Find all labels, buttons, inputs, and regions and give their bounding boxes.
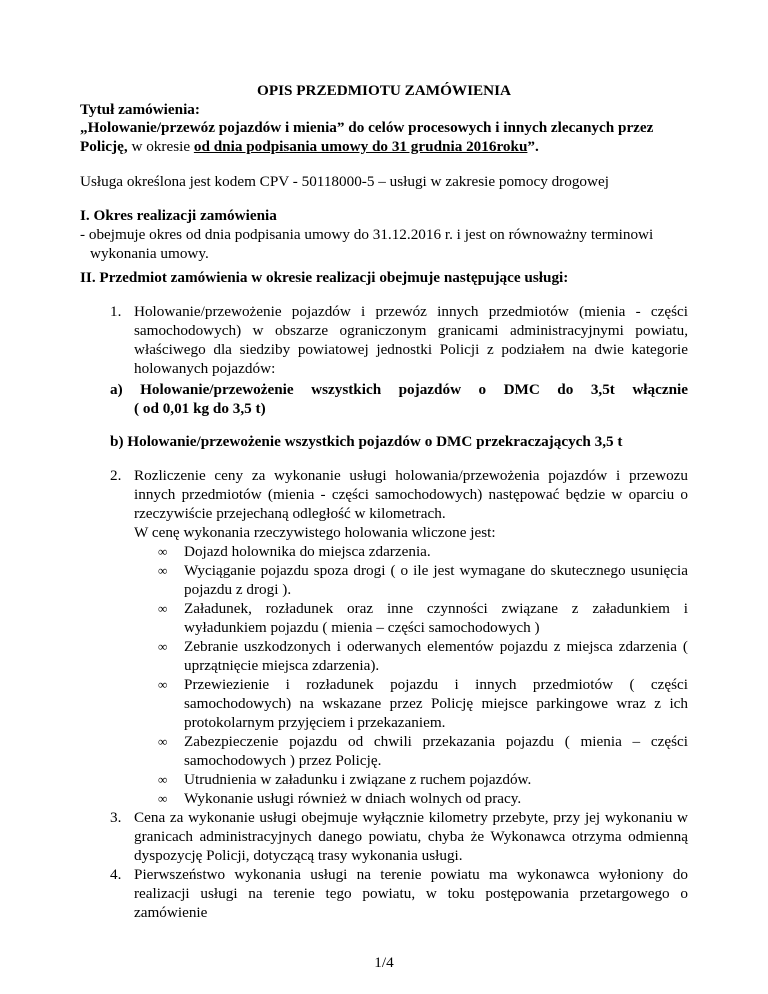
list-item [158, 789, 688, 808]
infinity-bullet-icon: ∞ [158, 563, 168, 578]
list-item-text: Wykonanie usługi również w dniach wolnych od pracy. [184, 790, 522, 807]
infinity-bullet-icon: ∞ [158, 544, 168, 559]
item3-text: Cena za wykonanie usługi obejmuje wyłącznie kilometry przebyte, przy jej wykonaniu w granicach administracyjnych danego powiatu, chyba że Wykonawca otrzyma odmienną dyspozycję Policji, dotyczącą trasy wykonania usługi. [134, 809, 688, 864]
list-item [158, 770, 688, 789]
order-title-period: od dnia podpisania umowy do 31 grudnia 2016roku [193, 137, 528, 155]
item3-number: 3. [110, 809, 122, 826]
order-title [80, 119, 690, 156]
order-title-end: ”. [527, 137, 539, 155]
list-item [158, 561, 688, 599]
item2-text: Rozliczenie ceny za wykonanie usługi holowania/przewożenia pojazdów i przewozu innych przedmiotów (mienia - części samochodowych) następować będzie w oparciu o rzeczywiście przejechaną odległość w kilometrach. [134, 467, 688, 522]
item-a-line2: ( od 0,01 kg do 3,5 t) [134, 400, 266, 417]
item4-number: 4. [110, 866, 122, 883]
item-a-line1: a) Holowanie/przewożenie wszystkich pojazdów o DMC do 3,5t włącznie [110, 381, 688, 398]
section1-heading: I. Okres realizacji zamówienia [80, 207, 277, 224]
list-item [158, 542, 688, 561]
list-item-text: Dojazd holownika do miejsca zdarzenia. [184, 543, 431, 560]
list-item-text: Wyciąganie pojazdu spoza drogi ( o ile jest wymagane do skutecznego usunięcia pojazdu z drogi ). [184, 562, 688, 598]
list-item [158, 732, 688, 770]
list-item-text: Zabezpieczenie pojazdu od chwili przekazania pojazdu ( mienia – części samochodowych ) przez Policję. [184, 733, 688, 769]
list-item-text: Załadunek, rozładunek oraz inne czynności związane z załadunkiem i wyładunkiem pojazdu ( mienia – części samochodowych ) [184, 600, 688, 636]
section1-text: - obejmuje okres od dnia podpisania umowy do 31.12.2016 r. i jest on równoważny terminowi [80, 226, 654, 243]
infinity-bullet-icon: ∞ [158, 639, 168, 654]
infinity-bullet-icon: ∞ [158, 772, 168, 787]
infinity-bullet-icon: ∞ [158, 734, 168, 749]
item4-text: Pierwszeństwo wykonania usługi na terenie powiatu ma wykonawca wyłoniony do realizacji usługi na terenie tego powiatu, w toku postępowania przetargowego o zamówienie [134, 866, 688, 921]
document-title: OPIS PRZEDMIOTU ZAMÓWIENIA [257, 82, 511, 99]
item2-intro: W cenę wykonania rzeczywistego holowania wliczone jest: [134, 524, 496, 541]
infinity-bullet-icon: ∞ [158, 601, 168, 616]
section2-heading: II. Przedmiot zamówienia w okresie realizacji obejmuje następujące usługi: [80, 269, 569, 286]
infinity-bullet-icon: ∞ [158, 791, 168, 806]
item2-number: 2. [110, 467, 122, 484]
item1-text: Holowanie/przewożenie pojazdów i przewóz innych przedmiotów (mienia - części samochodowych) w obszarze ograniczonym granicami administracyjnymi powiatu, właściwego dla siedziby powiatowej jednostki Policji z podziałem na dwie kategorie holowanych pojazdów: [134, 303, 688, 377]
item1-number: 1. [110, 303, 122, 320]
infinity-bullet-icon: ∞ [158, 677, 168, 692]
order-title-bold: „Holowanie/przewóz pojazdów i mienia” do celów procesowych i innych zlecanych przez Policję, [80, 119, 654, 155]
list-item [158, 675, 688, 732]
list-item [158, 637, 688, 675]
list-item-text: Zebranie uszkodzonych i oderwanych elementów pojazdu z miejsca zdarzenia ( uprzątnięcie miejsca zdarzenia). [184, 638, 688, 674]
list-item-text: Przewiezienie i rozładunek pojazdu i innych przedmiotów ( części samochodowych) na wskazane przez Policję miejsce parkingowe wraz z ich protokolarnym przyjęciem i przekazaniem. [184, 676, 688, 731]
section1-text-cont: wykonania umowy. [90, 245, 209, 262]
page-number: 1/4 [374, 954, 394, 971]
list-item [158, 599, 688, 637]
order-title-label: Tytuł zamówienia: [80, 101, 200, 118]
order-title-plain: w okresie [127, 137, 194, 155]
list-item-text: Utrudnienia w załadunku i związane z ruchem pojazdów. [184, 771, 532, 788]
item-b: b) Holowanie/przewożenie wszystkich pojazdów o DMC przekraczających 3,5 t [110, 433, 623, 450]
cpv-code-text: Usługa określona jest kodem CPV - 50118000-5 – usługi w zakresie pomocy drogowej [80, 173, 609, 190]
